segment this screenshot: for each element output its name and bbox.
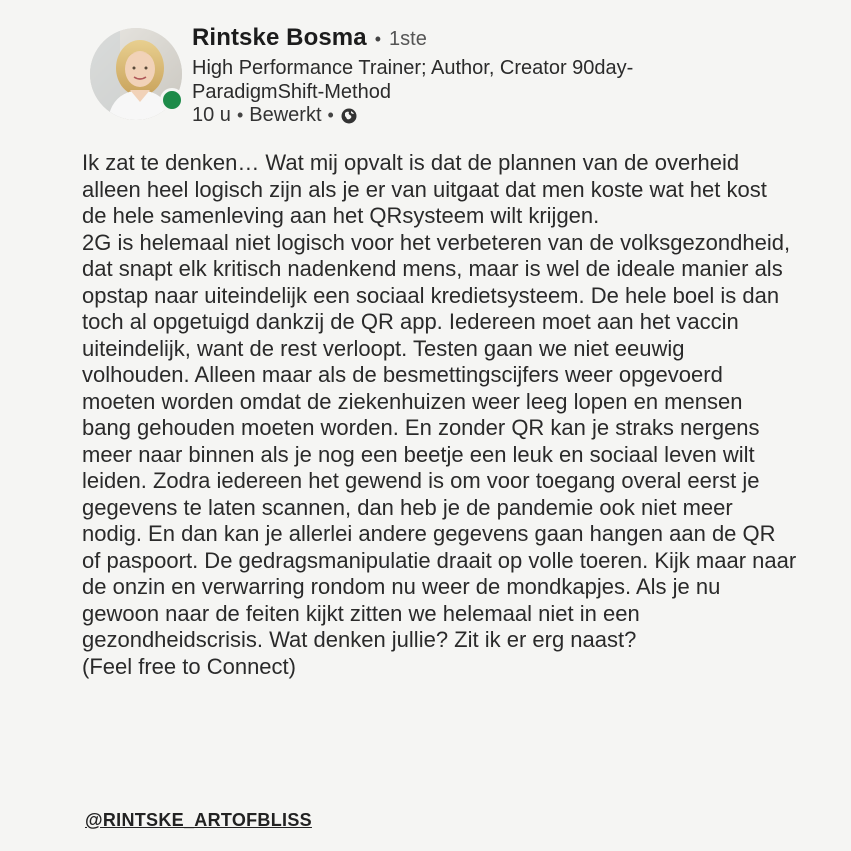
edited-label: Bewerkt xyxy=(249,104,322,126)
online-status-icon xyxy=(160,88,184,112)
post-time: 10 u xyxy=(192,104,231,126)
separator-dot: • xyxy=(236,105,244,125)
watermark: @RINTSKE_ARTOFBLISS xyxy=(85,810,312,830)
separator-dot: • xyxy=(327,105,334,125)
connection-degree: 1ste xyxy=(389,28,427,50)
headline-line-2: ParadigmShift-Method xyxy=(192,81,391,103)
post-paragraph-3: (Feel free to Connect) xyxy=(82,653,296,679)
profile-headline xyxy=(192,56,752,104)
post-header xyxy=(82,18,822,138)
headline-line-1: High Performance Trainer; Author, Creator 90day- xyxy=(192,57,634,79)
post-body xyxy=(82,150,797,680)
profile-meta xyxy=(192,18,812,127)
profile-name[interactable]: Rintske Bosma xyxy=(192,24,367,51)
post-paragraph-2: 2G is helemaal niet logisch voor het verbeteren van de volksgezondheid, dat snapt elk kritisch nadenkend mens, maar is wel de ideale manier als opstap naar uiteindelijk een sociaal kredietsysteem. De hele boel is dan toch al opgetuigd dankzij de QR app. Iedereen moet aan het vaccin uiteindelijk, want de rest verloopt. Testen gaan we niet eeuwig volhouden. Alleen maar als de besmettingscijfers weer opgevoerd moeten worden omdat de ziekenhuizen weer leeg lopen en mensen bang gehouden moeten worden. En zonder QR kan je straks nergens meer naar binnen als je nog een beetje een leuk en sociaal leven wilt leiden. Zodra iedereen het gewend is om voor toegang overal eerst je gegevens te laten scannen, dan heb je de pandemie ook niet meer nodig. En dan kan je allerlei andere gegevens gaan hangen aan de QR of paspoort. De gedragsmanipulatie draait op volle toeren. Kijk maar naar de onzin en verwarring rondom nu weer de mondkapjes. Als je nu gewoon naar de feiten kijkt zitten we helemaal niet in een gezondheidscrisis. Wat denken jullie? Zit ik er erg naast? xyxy=(82,229,797,652)
name-row xyxy=(192,24,812,52)
post-time-row xyxy=(192,104,812,127)
post-paragraph-1: Ik zat te denken… Wat mij opvalt is dat de plannen van de overheid alleen heel logisch zijn als je er van uitgaat dat men koste wat het kost de hele samenleving aan het QRsysteem wilt krijgen. xyxy=(82,150,767,228)
avatar-container[interactable] xyxy=(90,28,182,120)
globe-icon xyxy=(340,107,358,125)
separator-dot: • xyxy=(374,29,382,49)
